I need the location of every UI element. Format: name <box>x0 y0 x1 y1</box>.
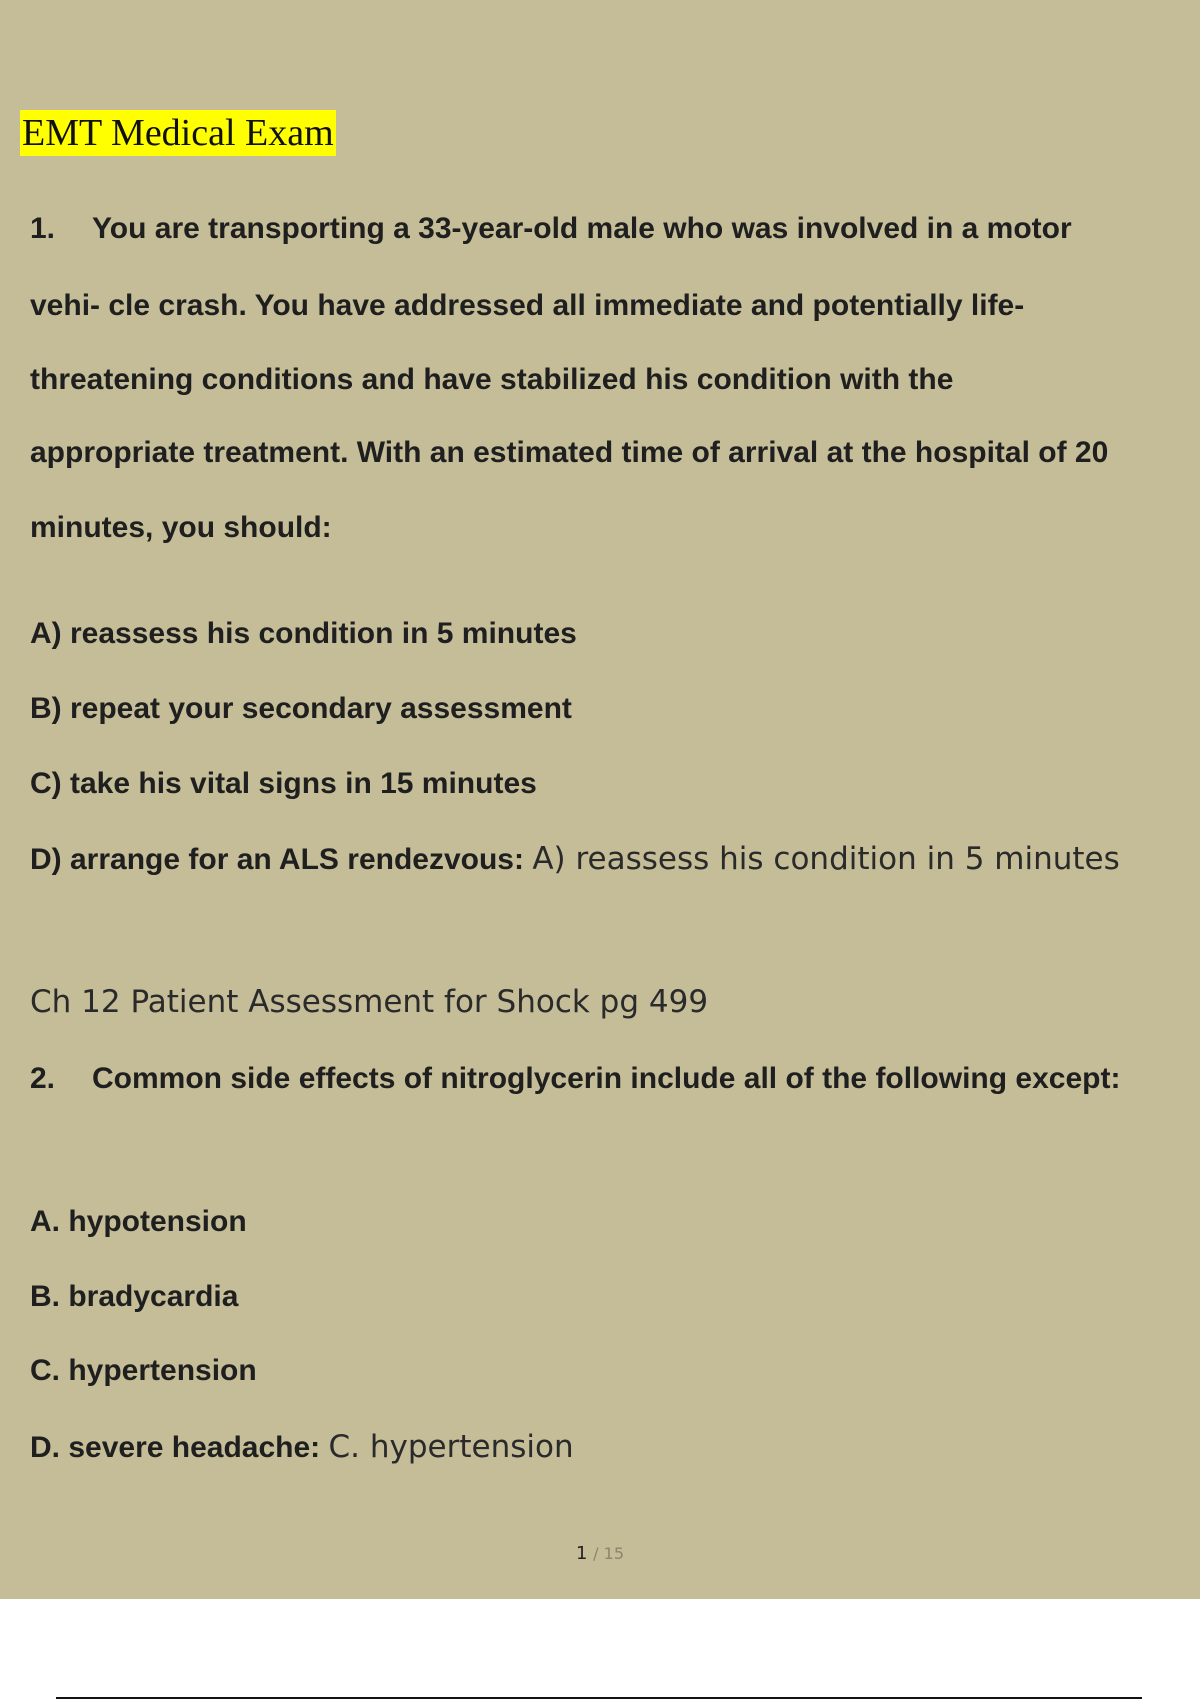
question-2-option-a: A. hypotension <box>30 1205 247 1238</box>
question-1-option-c: C) take his vital signs in 15 minutes <box>30 767 537 800</box>
question-1-text-line: vehi- cle crash. You have addressed all immediate and potentially life- <box>30 289 1025 322</box>
question-1-option-a: A) reassess his condition in 5 minutes <box>30 617 577 650</box>
document-title: EMT Medical Exam <box>22 112 334 154</box>
question-1-text-line: appropriate treatment. With an estimated time of arrival at the hospital of 20 <box>30 436 1109 469</box>
page-current: 1 <box>575 1543 588 1564</box>
question-2-number: 2. <box>30 1062 56 1095</box>
question-1-option-d <box>30 841 1120 877</box>
question-1-reference-note: Ch 12 Patient Assessment for Shock pg 499 <box>30 984 709 1020</box>
question-1-text-line: threatening conditions and have stabilized his condition with the <box>30 363 954 396</box>
page-counter <box>0 1543 1200 1564</box>
question-2-option-d <box>30 1429 574 1465</box>
question-1-option-d-label: D) arrange for an ALS rendezvous: <box>30 843 524 876</box>
question-2-option-b: B. bradycardia <box>30 1280 239 1313</box>
question-1-text-line: minutes, you should: <box>30 511 332 544</box>
question-1-option-b: B) repeat your secondary assessment <box>30 692 572 725</box>
question-2-option-d-label: D. severe headache: <box>30 1431 321 1464</box>
question-1-line-1 <box>30 212 1072 246</box>
page-total: / 15 <box>593 1544 625 1563</box>
question-1-number: 1. <box>30 212 56 245</box>
question-2-line-1 <box>30 1062 1120 1096</box>
question-1-answer: A) reassess his condition in 5 minutes <box>532 841 1120 877</box>
question-2-answer: C. hypertension <box>328 1429 574 1465</box>
question-2-option-c: C. hypertension <box>30 1354 257 1387</box>
divider-line <box>56 1697 1142 1699</box>
question-2-text-line: Common side effects of nitroglycerin include all of the following except: <box>92 1062 1121 1095</box>
question-1-text-line: You are transporting a 33-year-old male who was involved in a motor <box>92 212 1072 245</box>
